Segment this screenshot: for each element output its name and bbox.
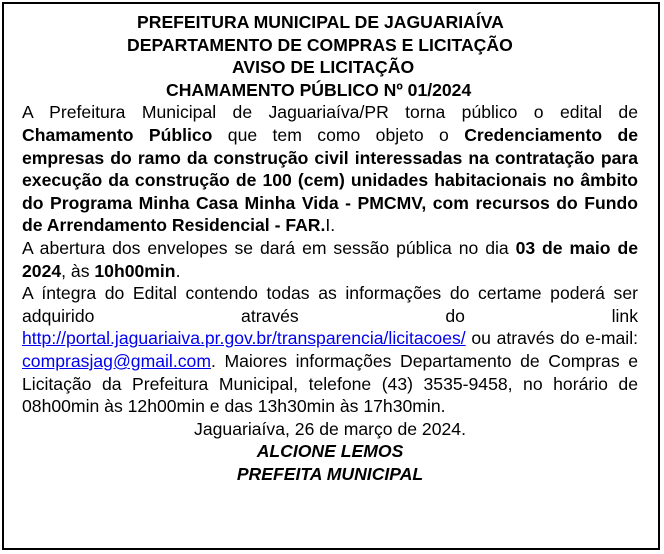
email-link[interactable]: comprasjag@gmail.com bbox=[22, 350, 211, 371]
p1-text-2: que tem como objeto o bbox=[212, 124, 465, 145]
p1-text-3: I. bbox=[325, 215, 336, 236]
p1-bold-object: Credenciamento de empresas do ramo da construção civil interessadas na contratação para execução da construção de 100 (cem) unidades habitacionais no âmbito do Programa Minha Casa Minha Vida - PMCMV, com recursos do Fundo de Arrendamento Residencial - FAR. bbox=[22, 124, 639, 236]
p1-bold-call: Chamamento Público bbox=[22, 124, 213, 145]
p2-text-2: , às bbox=[61, 260, 95, 281]
p3-text-1: A íntegra do Edital contendo todas as informações do certame poderá ser adquirido através do link bbox=[22, 283, 638, 326]
paragraph-opening bbox=[22, 237, 638, 282]
p3-text-3: . Maiores informações Departamento de Compras e Licitação da Prefeitura Municipal, telefone (43) 3535-9458, no horário de 08h00min às 12h00min e das 13h30min às 17h30min. bbox=[22, 350, 638, 417]
p2-text-1: A abertura dos envelopes se dará em sessão pública no dia bbox=[22, 237, 516, 258]
paragraph-object bbox=[22, 101, 638, 237]
notice-content bbox=[22, 11, 638, 485]
paragraph-info bbox=[22, 282, 638, 418]
p2-opening-time: 10h00min bbox=[94, 260, 176, 281]
p3-text-2: ou através do e-mail: bbox=[465, 328, 638, 349]
header-municipality: PREFEITURA MUNICIPAL DE JAGUARIAÍVA bbox=[137, 12, 504, 32]
header-notice-title: AVISO DE LICITAÇÃO bbox=[232, 57, 415, 78]
portal-link[interactable]: http://portal.jaguariaiva.pr.gov.br/transparencia/licitacoes/ bbox=[22, 328, 466, 349]
header-call-number: CHAMAMENTO PÚBLICO Nº 01/2024 bbox=[166, 79, 472, 100]
place-date: Jaguariaíva, 26 de março de 2024. bbox=[194, 418, 466, 439]
p1-text-1: A Prefeitura Municipal de Jaguariaíva/PR torna público o edital de bbox=[22, 102, 638, 123]
signer-name: ALCIONE LEMOS bbox=[256, 441, 404, 462]
p2-opening-date: 03 de maio de 2024 bbox=[22, 237, 638, 281]
p2-text-3: . bbox=[175, 260, 181, 281]
signer-title: PREFEITA MUNICIPAL bbox=[236, 463, 424, 484]
header-department: DEPARTAMENTO DE COMPRAS E LICITAÇÃO bbox=[127, 34, 513, 55]
